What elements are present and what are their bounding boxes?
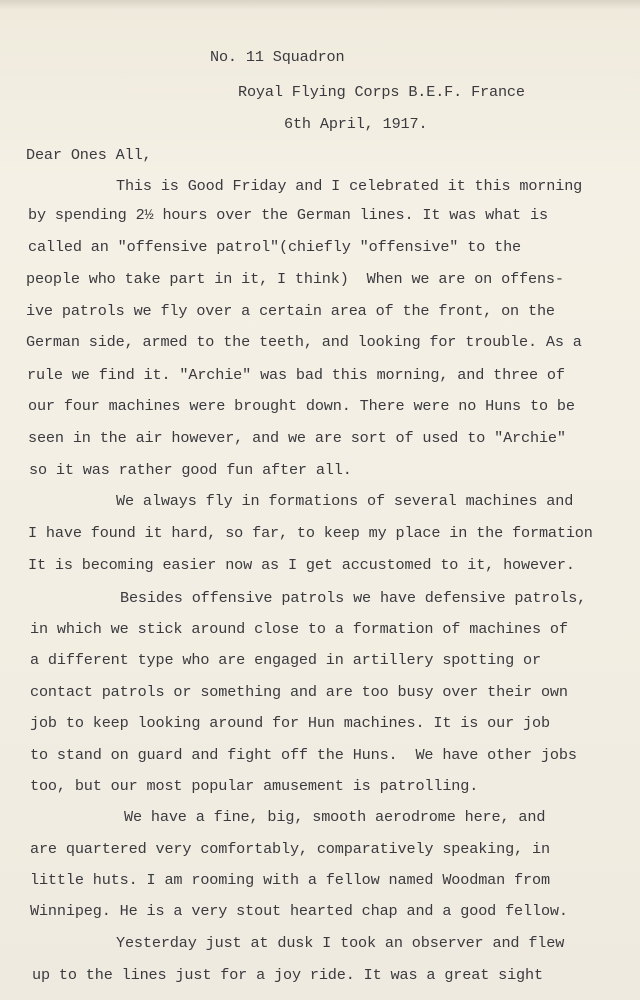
body-line: too, but our most popular amusement is patrolling. <box>30 777 479 795</box>
body-line: ive patrols we fly over a certain area of the front, on the <box>26 302 555 320</box>
header-unit: Royal Flying Corps B.E.F. France <box>238 83 525 101</box>
body-line: rule we find it. "Archie" was bad this morning, and three of <box>27 366 565 384</box>
header-squadron: No. 11 Squadron <box>210 48 345 66</box>
body-line: This is Good Friday and I celebrated it this morning <box>116 177 583 195</box>
body-line: We always fly in formations of several machines and <box>116 492 574 510</box>
body-line: It is becoming easier now as I get accustomed to it, however. <box>28 556 575 574</box>
body-line: people who take part in it, I think) When we are on offens- <box>26 270 564 288</box>
body-line: so it was rather good fun after all. <box>29 461 352 479</box>
body-line: our four machines were brought down. There were no Huns to be <box>28 397 575 415</box>
header-date: 6th April, 1917. <box>284 115 428 133</box>
body-line: called an "offensive patrol"(chiefly "offensive" to the <box>28 238 522 256</box>
body-line: job to keep looking around for Hun machines. It is our job <box>30 714 550 732</box>
body-line: by spending 2½ hours over the German lines. It was what is <box>28 206 548 224</box>
body-line: up to the lines just for a joy ride. It was a great sight <box>32 966 543 984</box>
page-edge-shadow <box>0 0 640 10</box>
body-line: German side, armed to the teeth, and looking for trouble. As a <box>26 333 582 351</box>
salutation: Dear Ones All, <box>26 146 152 164</box>
body-line: We have a fine, big, smooth aerodrome here, and <box>124 808 546 826</box>
body-line: Winnipeg. He is a very stout hearted chap and a good fellow. <box>30 902 568 920</box>
body-line: are quartered very comfortably, comparatively speaking, in <box>30 840 550 858</box>
body-line: contact patrols or something and are too busy over their own <box>30 683 568 701</box>
body-line: Besides offensive patrols we have defensive patrols, <box>120 589 587 607</box>
body-line: little huts. I am rooming with a fellow named Woodman from <box>30 871 550 889</box>
body-line: to stand on guard and fight off the Huns. We have other jobs <box>30 746 577 764</box>
body-line: seen in the air however, and we are sort of used to "Archie" <box>28 429 566 447</box>
body-line: I have found it hard, so far, to keep my place in the formation <box>28 524 593 542</box>
body-line: a different type who are engaged in artillery spotting or <box>30 651 541 669</box>
body-line: Yesterday just at dusk I took an observer and flew <box>116 934 565 952</box>
body-line: in which we stick around close to a formation of machines of <box>30 620 568 638</box>
